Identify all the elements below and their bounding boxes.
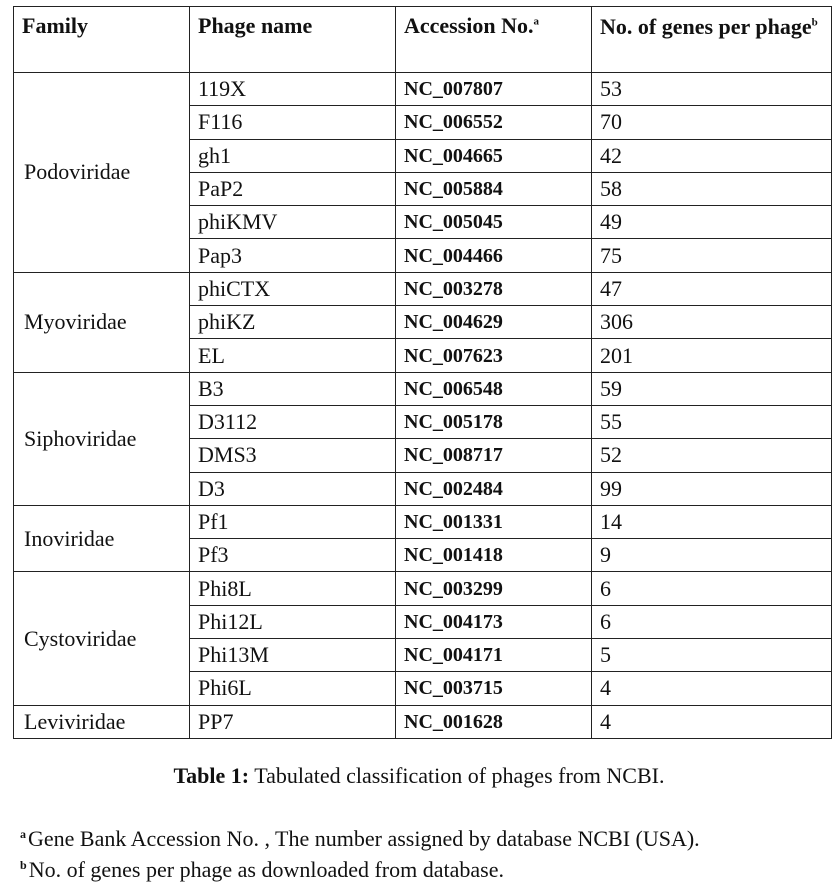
- footnote-a: [20, 826, 700, 852]
- table-row: [14, 572, 832, 605]
- phage-name-cell: D3: [190, 472, 396, 505]
- header-genes-per-phage: No. of genes per phage$^b$: [592, 7, 832, 73]
- accession-cell: NC_006552: [396, 106, 592, 139]
- accession-cell: NC_003278: [396, 272, 592, 305]
- genes-count-cell: 201: [592, 339, 832, 372]
- table-caption: [0, 763, 838, 789]
- accession-cell: NC_007623: [396, 339, 592, 372]
- phage-name-cell: PP7: [190, 705, 396, 738]
- genes-count-cell: 5: [592, 639, 832, 672]
- footnote-b-text: No. of genes per phage as downloaded from database.: [28, 857, 504, 882]
- accession-cell: NC_004665: [396, 139, 592, 172]
- family-cell: Cystoviridae: [14, 572, 190, 705]
- accession-cell: NC_004173: [396, 605, 592, 638]
- caption-label: Table 1:: [173, 763, 250, 788]
- footnote-a-text: Gene Bank Accession No. , The number assigned by database NCBI (USA).: [28, 826, 700, 851]
- phage-name-cell: Pap3: [190, 239, 396, 272]
- header-accession: Accession No.$^a$: [396, 7, 592, 73]
- table-row: [14, 272, 832, 305]
- accession-cell: NC_002484: [396, 472, 592, 505]
- genes-count-cell: 59: [592, 372, 832, 405]
- footnote-a-mark: a: [20, 826, 26, 841]
- header-phage-name: Phage name: [190, 7, 396, 73]
- family-cell: Myoviridae: [14, 272, 190, 372]
- genes-count-cell: 49: [592, 206, 832, 239]
- accession-cell: NC_008717: [396, 439, 592, 472]
- genes-count-cell: 9: [592, 539, 832, 572]
- accession-cell: NC_003299: [396, 572, 592, 605]
- accession-cell: NC_003715: [396, 672, 592, 705]
- phage-name-cell: Phi8L: [190, 572, 396, 605]
- phage-name-cell: Phi6L: [190, 672, 396, 705]
- accession-cell: NC_001628: [396, 705, 592, 738]
- accession-cell: NC_001331: [396, 505, 592, 538]
- phage-name-cell: gh1: [190, 139, 396, 172]
- phage-name-cell: phiCTX: [190, 272, 396, 305]
- genes-count-cell: 4: [592, 672, 832, 705]
- accession-cell: NC_001418: [396, 539, 592, 572]
- accession-cell: NC_004171: [396, 639, 592, 672]
- genes-count-cell: 70: [592, 106, 832, 139]
- accession-cell: NC_004466: [396, 239, 592, 272]
- family-cell: Podoviridae: [14, 73, 190, 273]
- footnote-marker-a: a: [533, 15, 540, 28]
- genes-count-cell: 53: [592, 73, 832, 106]
- accession-cell: NC_007807: [396, 73, 592, 106]
- phage-name-cell: Pf3: [190, 539, 396, 572]
- genes-count-cell: 52: [592, 439, 832, 472]
- genes-count-cell: 75: [592, 239, 832, 272]
- accession-cell: NC_005045: [396, 206, 592, 239]
- phage-name-cell: B3: [190, 372, 396, 405]
- genes-count-cell: 14: [592, 505, 832, 538]
- genes-count-cell: 4: [592, 705, 832, 738]
- footnote-b: [20, 857, 504, 883]
- genes-count-cell: 47: [592, 272, 832, 305]
- family-cell: Inoviridae: [14, 505, 190, 572]
- genes-count-cell: 306: [592, 306, 832, 339]
- table-row: [14, 505, 832, 538]
- accession-cell: NC_006548: [396, 372, 592, 405]
- footnote-b-mark: b: [20, 857, 27, 872]
- header-family: Family: [14, 7, 190, 73]
- accession-cell: NC_005178: [396, 405, 592, 438]
- footnote-marker-b: b: [811, 16, 818, 29]
- phage-name-cell: F116: [190, 106, 396, 139]
- phage-name-cell: Phi12L: [190, 605, 396, 638]
- header-row: [14, 7, 832, 73]
- phage-name-cell: phiKZ: [190, 306, 396, 339]
- accession-cell: NC_005884: [396, 172, 592, 205]
- genes-count-cell: 6: [592, 572, 832, 605]
- phage-classification-table: [13, 6, 832, 739]
- family-cell: Leviviridae: [14, 705, 190, 738]
- phage-name-cell: D3112: [190, 405, 396, 438]
- genes-count-cell: 6: [592, 605, 832, 638]
- genes-count-cell: 58: [592, 172, 832, 205]
- genes-count-cell: 55: [592, 405, 832, 438]
- accession-cell: NC_004629: [396, 306, 592, 339]
- table-row: [14, 705, 832, 738]
- phage-name-cell: phiKMV: [190, 206, 396, 239]
- phage-name-cell: Phi13M: [190, 639, 396, 672]
- phage-name-cell: PaP2: [190, 172, 396, 205]
- genes-count-cell: 42: [592, 139, 832, 172]
- phage-name-cell: EL: [190, 339, 396, 372]
- genes-count-cell: 99: [592, 472, 832, 505]
- table-body: [14, 73, 832, 739]
- caption-text: Tabulated classification of phages from NCBI.: [249, 763, 665, 788]
- family-cell: Siphoviridae: [14, 372, 190, 505]
- phage-name-cell: DMS3: [190, 439, 396, 472]
- table-row: [14, 73, 832, 106]
- table-row: [14, 372, 832, 405]
- phage-name-cell: 119X: [190, 73, 396, 106]
- phage-name-cell: Pf1: [190, 505, 396, 538]
